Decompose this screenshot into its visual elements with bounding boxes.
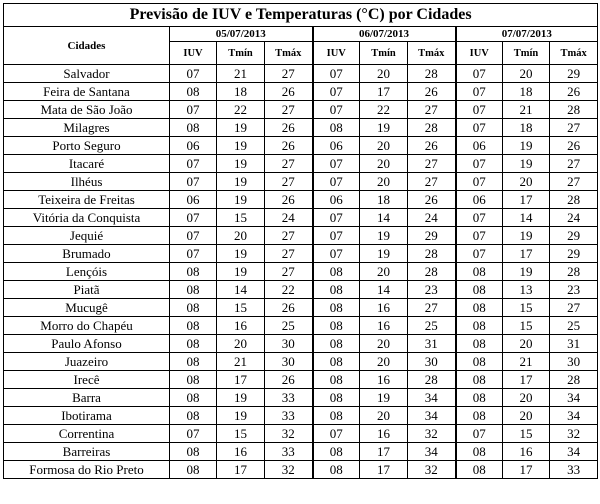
iuv-cell: 07 [313, 173, 360, 191]
iuv-cell: 07 [170, 101, 217, 119]
tmax-cell: 29 [550, 245, 598, 263]
col-tmax-3: Tmáx [550, 42, 598, 65]
city-name-cell: Ilhéus [4, 173, 170, 191]
tmin-cell: 15 [217, 299, 265, 317]
tmax-cell: 27 [408, 101, 456, 119]
tmin-cell: 20 [217, 335, 265, 353]
date-header-1: 05/07/2013 [170, 27, 313, 42]
iuv-cell: 08 [313, 461, 360, 479]
tmax-cell: 26 [265, 119, 313, 137]
tmax-cell: 27 [265, 263, 313, 281]
tmin-cell: 14 [217, 281, 265, 299]
iuv-cell: 08 [170, 317, 217, 335]
table-row [4, 335, 598, 353]
tmax-cell: 26 [265, 371, 313, 389]
tmax-cell: 31 [550, 335, 598, 353]
tmin-cell: 19 [360, 119, 408, 137]
tmin-cell: 19 [503, 155, 550, 173]
tmin-cell: 20 [360, 155, 408, 173]
tmin-cell: 20 [217, 227, 265, 245]
iuv-cell: 07 [313, 209, 360, 227]
city-name-cell: Barra [4, 389, 170, 407]
tmax-cell: 26 [265, 137, 313, 155]
city-name-cell: Feira de Santana [4, 83, 170, 101]
iuv-cell: 07 [456, 83, 503, 101]
col-tmax-2: Tmáx [408, 42, 456, 65]
col-tmin-3: Tmín [503, 42, 550, 65]
iuv-cell: 08 [456, 263, 503, 281]
tmin-cell: 15 [217, 209, 265, 227]
iuv-cell: 08 [456, 443, 503, 461]
tmax-cell: 28 [408, 263, 456, 281]
tmax-cell: 27 [408, 155, 456, 173]
tmin-cell: 15 [503, 425, 550, 443]
table-row [4, 155, 598, 173]
table-row [4, 389, 598, 407]
tmin-cell: 16 [503, 443, 550, 461]
table-row [4, 209, 598, 227]
tmax-cell: 33 [265, 389, 313, 407]
tmax-cell: 32 [265, 425, 313, 443]
iuv-cell: 08 [313, 263, 360, 281]
city-name-cell: Formosa do Rio Preto [4, 461, 170, 479]
table-row [4, 173, 598, 191]
tmin-cell: 16 [217, 443, 265, 461]
iuv-cell: 08 [170, 353, 217, 371]
table-row [4, 299, 598, 317]
tmin-cell: 16 [360, 425, 408, 443]
tmin-cell: 17 [360, 443, 408, 461]
iuv-cell: 07 [456, 173, 503, 191]
tmax-cell: 27 [265, 245, 313, 263]
tmax-cell: 33 [265, 443, 313, 461]
tmin-cell: 17 [217, 371, 265, 389]
city-name-cell: Salvador [4, 65, 170, 83]
tmin-cell: 15 [217, 425, 265, 443]
table-row [4, 317, 598, 335]
table-row [4, 263, 598, 281]
tmax-cell: 26 [265, 299, 313, 317]
tmin-cell: 19 [217, 389, 265, 407]
tmin-cell: 16 [360, 299, 408, 317]
iuv-cell: 07 [313, 101, 360, 119]
tmin-cell: 19 [503, 137, 550, 155]
tmin-cell: 20 [503, 173, 550, 191]
tmax-cell: 26 [265, 191, 313, 209]
iuv-cell: 06 [313, 137, 360, 155]
tmax-cell: 32 [550, 425, 598, 443]
tmin-cell: 20 [360, 65, 408, 83]
tmax-cell: 26 [550, 83, 598, 101]
tmin-cell: 20 [360, 137, 408, 155]
tmax-cell: 26 [408, 83, 456, 101]
tmin-cell: 19 [360, 389, 408, 407]
tmin-cell: 20 [360, 335, 408, 353]
iuv-cell: 08 [313, 407, 360, 425]
tmin-cell: 15 [503, 317, 550, 335]
tmin-cell: 19 [217, 173, 265, 191]
tmax-cell: 27 [408, 173, 456, 191]
tmin-cell: 19 [360, 227, 408, 245]
city-name-cell: Morro do Chapéu [4, 317, 170, 335]
iuv-cell: 07 [456, 155, 503, 173]
table-row [4, 101, 598, 119]
tmin-cell: 19 [217, 191, 265, 209]
iuv-cell: 08 [170, 281, 217, 299]
iuv-cell: 06 [313, 191, 360, 209]
tmax-cell: 23 [550, 281, 598, 299]
city-name-cell: Milagres [4, 119, 170, 137]
city-name-cell: Ibotirama [4, 407, 170, 425]
iuv-cell: 07 [456, 209, 503, 227]
tmax-cell: 30 [408, 353, 456, 371]
tmax-cell: 30 [550, 353, 598, 371]
iuv-cell: 07 [313, 155, 360, 173]
table-row [4, 425, 598, 443]
tmax-cell: 25 [408, 317, 456, 335]
tmin-cell: 19 [217, 263, 265, 281]
tmax-cell: 26 [408, 137, 456, 155]
iuv-cell: 08 [456, 353, 503, 371]
iuv-cell: 07 [170, 155, 217, 173]
iuv-cell: 08 [313, 389, 360, 407]
tmin-cell: 17 [360, 83, 408, 101]
iuv-cell: 08 [170, 389, 217, 407]
iuv-cell: 08 [456, 389, 503, 407]
tmax-cell: 26 [265, 83, 313, 101]
iuv-cell: 08 [456, 461, 503, 479]
tmin-cell: 19 [503, 263, 550, 281]
tmin-cell: 19 [217, 407, 265, 425]
tmax-cell: 25 [550, 317, 598, 335]
forecast-table-container [3, 3, 597, 479]
col-iuv-1: IUV [170, 42, 217, 65]
tmax-cell: 23 [408, 281, 456, 299]
tmax-cell: 27 [550, 173, 598, 191]
city-name-cell: Lençóis [4, 263, 170, 281]
iuv-cell: 08 [456, 371, 503, 389]
table-row [4, 65, 598, 83]
col-tmin-1: Tmín [217, 42, 265, 65]
iuv-cell: 07 [170, 425, 217, 443]
tmin-cell: 18 [217, 83, 265, 101]
tmin-cell: 16 [360, 371, 408, 389]
iuv-cell: 07 [313, 83, 360, 101]
iuv-cell: 08 [170, 407, 217, 425]
tmax-cell: 27 [550, 119, 598, 137]
iuv-cell: 07 [313, 245, 360, 263]
tmax-cell: 26 [408, 191, 456, 209]
tmax-cell: 27 [408, 299, 456, 317]
iuv-cell: 08 [313, 119, 360, 137]
iuv-cell: 06 [170, 137, 217, 155]
tmin-cell: 18 [360, 191, 408, 209]
tmin-cell: 20 [503, 335, 550, 353]
tmax-cell: 32 [408, 461, 456, 479]
table-row [4, 119, 598, 137]
city-name-cell: Paulo Afonso [4, 335, 170, 353]
city-name-cell: Teixeira de Freitas [4, 191, 170, 209]
tmax-cell: 22 [265, 281, 313, 299]
table-row [4, 281, 598, 299]
iuv-cell: 06 [170, 191, 217, 209]
iuv-cell: 07 [456, 119, 503, 137]
tmax-cell: 33 [265, 407, 313, 425]
iuv-cell: 06 [456, 137, 503, 155]
tmax-cell: 34 [408, 389, 456, 407]
tmax-cell: 28 [408, 65, 456, 83]
city-name-cell: Brumado [4, 245, 170, 263]
tmin-cell: 17 [360, 461, 408, 479]
city-name-cell: Correntina [4, 425, 170, 443]
iuv-cell: 07 [456, 227, 503, 245]
tmin-cell: 17 [503, 371, 550, 389]
tmax-cell: 33 [550, 461, 598, 479]
date-header-3: 07/07/2013 [456, 27, 598, 42]
tmin-cell: 20 [360, 407, 408, 425]
iuv-cell: 07 [170, 65, 217, 83]
iuv-cell: 08 [170, 443, 217, 461]
tmin-cell: 18 [503, 83, 550, 101]
iuv-cell: 08 [170, 371, 217, 389]
tmax-cell: 28 [408, 119, 456, 137]
iuv-cell: 08 [313, 335, 360, 353]
col-tmin-2: Tmín [360, 42, 408, 65]
col-iuv-2: IUV [313, 42, 360, 65]
table-row [4, 443, 598, 461]
iuv-cell: 07 [456, 65, 503, 83]
col-tmax-1: Tmáx [265, 42, 313, 65]
tmin-cell: 15 [503, 299, 550, 317]
city-name-cell: Barreiras [4, 443, 170, 461]
tmax-cell: 30 [265, 353, 313, 371]
city-name-cell: Itacaré [4, 155, 170, 173]
iuv-cell: 07 [170, 173, 217, 191]
tmax-cell: 29 [408, 227, 456, 245]
table-row [4, 83, 598, 101]
tmax-cell: 28 [550, 191, 598, 209]
iuv-cell: 08 [170, 461, 217, 479]
tmax-cell: 27 [265, 227, 313, 245]
tmax-cell: 28 [550, 263, 598, 281]
tmin-cell: 17 [503, 191, 550, 209]
tmin-cell: 19 [217, 119, 265, 137]
tmax-cell: 27 [265, 65, 313, 83]
tmin-cell: 20 [503, 389, 550, 407]
tmin-cell: 21 [217, 65, 265, 83]
tmax-cell: 32 [408, 425, 456, 443]
iuv-cell: 08 [170, 299, 217, 317]
iuv-cell: 08 [456, 299, 503, 317]
iuv-cell: 08 [313, 317, 360, 335]
city-name-cell: Porto Seguro [4, 137, 170, 155]
table-row [4, 461, 598, 479]
iuv-cell: 08 [456, 281, 503, 299]
iuv-cell: 06 [456, 191, 503, 209]
tmin-cell: 19 [217, 155, 265, 173]
city-name-cell: Mucugê [4, 299, 170, 317]
city-name-cell: Mata de São João [4, 101, 170, 119]
tmax-cell: 25 [265, 317, 313, 335]
tmin-cell: 20 [503, 407, 550, 425]
iuv-cell: 07 [170, 227, 217, 245]
tmax-cell: 27 [265, 155, 313, 173]
tmax-cell: 27 [265, 173, 313, 191]
iuv-cell: 07 [170, 245, 217, 263]
tmax-cell: 24 [550, 209, 598, 227]
iuv-cell: 08 [313, 353, 360, 371]
iuv-cell: 07 [456, 101, 503, 119]
city-name-cell: Piatã [4, 281, 170, 299]
tmin-cell: 20 [503, 65, 550, 83]
iuv-cell: 08 [313, 371, 360, 389]
iuv-cell: 08 [313, 443, 360, 461]
tmax-cell: 27 [550, 155, 598, 173]
tmin-cell: 16 [217, 317, 265, 335]
table-title: Previsão de IUV e Temperaturas (°C) por Cidades [4, 4, 598, 27]
tmax-cell: 28 [550, 101, 598, 119]
cities-column-header: Cidades [4, 27, 170, 65]
tmin-cell: 17 [503, 245, 550, 263]
tmin-cell: 20 [360, 353, 408, 371]
tmin-cell: 14 [503, 209, 550, 227]
tmin-cell: 16 [360, 317, 408, 335]
table-row [4, 137, 598, 155]
tmax-cell: 31 [408, 335, 456, 353]
tmax-cell: 26 [550, 137, 598, 155]
tmax-cell: 30 [265, 335, 313, 353]
iuv-cell: 07 [456, 245, 503, 263]
iuv-cell: 07 [313, 65, 360, 83]
table-row [4, 191, 598, 209]
iuv-cell: 08 [456, 335, 503, 353]
table-row [4, 371, 598, 389]
tmax-cell: 34 [550, 389, 598, 407]
table-row [4, 227, 598, 245]
iuv-cell: 07 [313, 425, 360, 443]
tmax-cell: 29 [550, 227, 598, 245]
tmax-cell: 24 [265, 209, 313, 227]
tmin-cell: 19 [503, 227, 550, 245]
iuv-cell: 08 [170, 119, 217, 137]
table-row [4, 353, 598, 371]
forecast-table [3, 3, 598, 479]
tmax-cell: 34 [550, 407, 598, 425]
tmin-cell: 20 [360, 263, 408, 281]
table-row [4, 407, 598, 425]
iuv-cell: 08 [313, 299, 360, 317]
tmax-cell: 24 [408, 209, 456, 227]
tmin-cell: 22 [360, 101, 408, 119]
iuv-cell: 07 [313, 227, 360, 245]
iuv-cell: 08 [170, 335, 217, 353]
city-name-cell: Juazeiro [4, 353, 170, 371]
iuv-cell: 08 [313, 281, 360, 299]
tmax-cell: 34 [408, 407, 456, 425]
tmax-cell: 27 [550, 299, 598, 317]
iuv-cell: 07 [456, 425, 503, 443]
city-name-cell: Vitória da Conquista [4, 209, 170, 227]
tmax-cell: 32 [265, 461, 313, 479]
tmin-cell: 21 [503, 101, 550, 119]
tmin-cell: 19 [217, 245, 265, 263]
tmax-cell: 27 [265, 101, 313, 119]
tmin-cell: 14 [360, 281, 408, 299]
iuv-cell: 08 [456, 317, 503, 335]
tmin-cell: 21 [503, 353, 550, 371]
iuv-cell: 08 [170, 83, 217, 101]
table-row [4, 245, 598, 263]
iuv-cell: 08 [170, 263, 217, 281]
tmin-cell: 13 [503, 281, 550, 299]
iuv-cell: 07 [170, 209, 217, 227]
tmin-cell: 20 [360, 173, 408, 191]
tmax-cell: 28 [408, 371, 456, 389]
tmax-cell: 34 [408, 443, 456, 461]
tmin-cell: 17 [503, 461, 550, 479]
tmin-cell: 14 [360, 209, 408, 227]
tmin-cell: 22 [217, 101, 265, 119]
tmin-cell: 21 [217, 353, 265, 371]
tmax-cell: 29 [550, 65, 598, 83]
tmax-cell: 28 [408, 245, 456, 263]
date-header-2: 06/07/2013 [313, 27, 456, 42]
tmax-cell: 28 [550, 371, 598, 389]
tmin-cell: 18 [503, 119, 550, 137]
table-body [4, 65, 598, 479]
city-name-cell: Irecê [4, 371, 170, 389]
tmax-cell: 34 [550, 443, 598, 461]
tmin-cell: 19 [217, 137, 265, 155]
tmin-cell: 19 [360, 245, 408, 263]
iuv-cell: 08 [456, 407, 503, 425]
tmin-cell: 17 [217, 461, 265, 479]
col-iuv-3: IUV [456, 42, 503, 65]
city-name-cell: Jequié [4, 227, 170, 245]
